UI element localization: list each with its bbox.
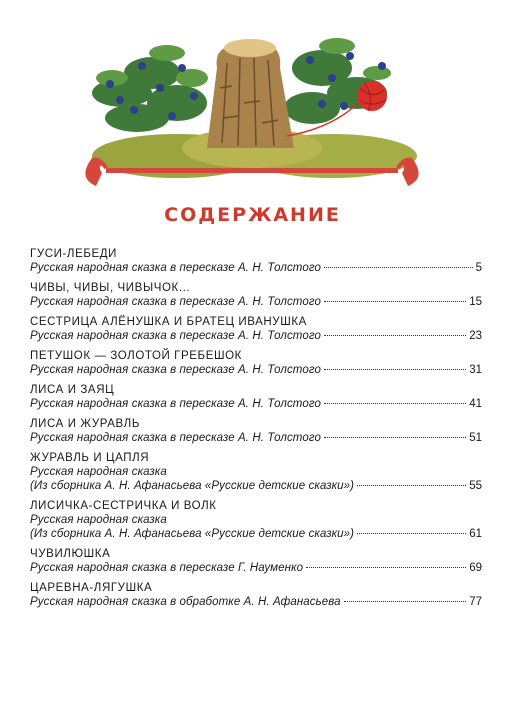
entry-line	[30, 295, 482, 309]
entry-subtitle: Русская народная сказка в пересказе А. Н. Толстого	[30, 330, 321, 342]
toc-entry	[30, 248, 482, 275]
page-title: СОДЕРЖАНИЕ	[164, 204, 341, 226]
entry-line	[30, 431, 482, 445]
toc-entry	[30, 282, 482, 309]
page-number: 51	[469, 432, 482, 444]
leader-dots	[324, 301, 466, 302]
toc-entry	[30, 548, 482, 575]
entry-title: ЧИВЫ, ЧИВЫ, ЧИВЫЧОК...	[30, 282, 191, 294]
entry-line	[30, 397, 482, 411]
entry-title: ЖУРАВЛЬ И ЦАПЛЯ	[30, 452, 150, 464]
entry-subtitle: Русская народная сказка в пересказе А. Н. Толстого	[30, 364, 321, 376]
entry-title: ЛИСА И ЗАЯЦ	[30, 384, 115, 396]
entry-title: ГУСИ-ЛЕБЕДИ	[30, 248, 118, 260]
entry-title: ЛИСА И ЖУРАВЛЬ	[30, 418, 140, 430]
entry-line	[30, 261, 482, 275]
entry-subtitle: Русская народная сказка в пересказе А. Н. Толстого	[30, 398, 321, 410]
entry-subtitle: Русская народная сказка в пересказе А. Н. Толстого	[30, 296, 321, 308]
toc-entry	[30, 384, 482, 411]
entry-subtitle: Русская народная сказка в обработке А. Н. Афанасьева	[30, 596, 341, 608]
page-number: 23	[469, 330, 482, 342]
page-number: 31	[469, 364, 482, 376]
entry-title: ЛИСИЧКА-СЕСТРИЧКА И ВОЛК	[30, 500, 217, 512]
entry-title: СЕСТРИЦА АЛЁНУШКА И БРАТЕЦ ИВАНУШКА	[30, 316, 307, 328]
leader-dots	[324, 369, 466, 370]
leader-dots	[324, 267, 473, 268]
entry-subtitle: Русская народная сказка в пересказе А. Н. Толстого	[30, 262, 321, 274]
entry-line	[30, 561, 482, 575]
stump-illustration	[82, 8, 422, 198]
toc-entry	[30, 350, 482, 377]
entry-subtitle: Русская народная сказка в пересказе А. Н. Толстого	[30, 432, 321, 444]
entry-line	[30, 595, 482, 609]
leader-dots	[357, 533, 466, 534]
leader-dots	[324, 437, 466, 438]
entry-line	[30, 513, 482, 527]
toc-entry	[30, 500, 482, 541]
entry-line	[30, 363, 482, 377]
entry-subtitle: Русская народная сказка	[30, 466, 167, 478]
toc-entry	[30, 582, 482, 609]
entry-subtitle: Русская народная сказка в пересказе Г. Науменко	[30, 562, 304, 574]
leader-dots	[324, 403, 466, 404]
entry-title: ЦАРЕВНА-ЛЯГУШКА	[30, 582, 153, 594]
toc-entry	[30, 452, 482, 493]
page-number: 61	[469, 528, 482, 540]
leader-dots	[324, 335, 466, 336]
entry-source: (Из сборника А. Н. Афанасьева «Русские детские сказки»)	[30, 480, 355, 492]
toc-entry	[30, 418, 482, 445]
entry-line	[30, 479, 482, 493]
entry-line	[30, 527, 482, 541]
entry-title: ЧУВИЛЮШКА	[30, 548, 111, 560]
page-number: 77	[469, 596, 482, 608]
page-number: 5	[475, 262, 482, 274]
page-number: 41	[469, 398, 482, 410]
table-of-contents	[30, 248, 482, 616]
page-number: 15	[469, 296, 482, 308]
entry-line	[30, 329, 482, 343]
entry-subtitle: Русская народная сказка	[30, 514, 167, 526]
entry-source: (Из сборника А. Н. Афанасьева «Русские детские сказки»)	[30, 528, 355, 540]
leader-dots	[306, 567, 466, 568]
page-number: 69	[469, 562, 482, 574]
entry-title: ПЕТУШОК — ЗОЛОТОЙ ГРЕБЕШОК	[30, 350, 242, 362]
page-number: 55	[469, 480, 482, 492]
toc-entry	[30, 316, 482, 343]
entry-line	[30, 465, 482, 479]
leader-dots	[344, 601, 467, 602]
leader-dots	[357, 485, 466, 486]
